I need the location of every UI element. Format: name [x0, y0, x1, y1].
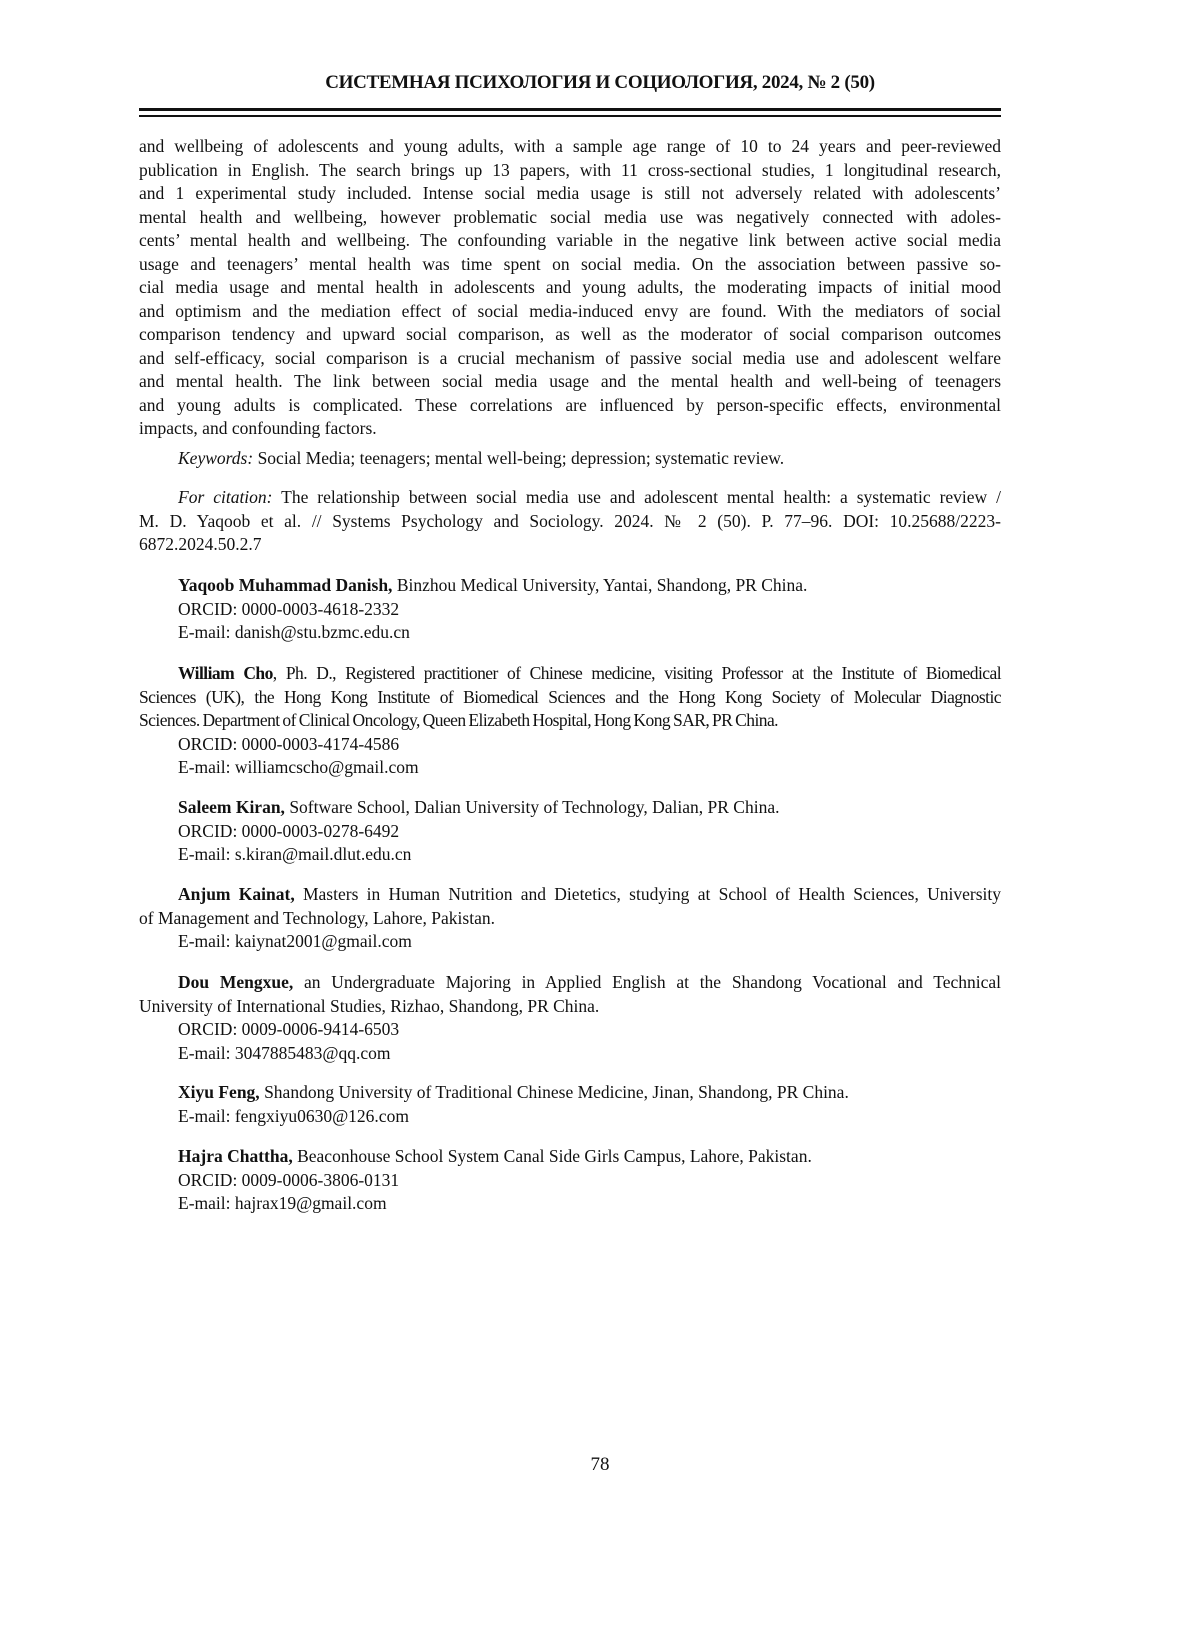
author-email: E-mail: danish@stu.bzmc.edu.cn	[139, 621, 1001, 645]
abstract-line: impacts, and confounding factors.	[139, 417, 1001, 441]
citation-label: For citation:	[178, 487, 273, 507]
author-name: Yaqoob Muhammad Danish,	[178, 575, 392, 595]
author-affiliation: Masters in Human Nutrition and Dietetics, studying at School of Health Sciences, University	[295, 884, 1001, 904]
author-info	[139, 971, 1001, 1065]
author-info	[139, 1081, 1001, 1128]
author-name: Saleem Kiran,	[178, 797, 285, 817]
abstract-line: cial media usage and mental health in adolescents and young adults, the moderating impacts of initial mood	[139, 276, 1001, 300]
author-affiliation: University of International Studies, Rizhao, Shandong, PR China.	[139, 996, 599, 1016]
author-orcid: ORCID: 0000-0003-4618-2332	[139, 598, 1001, 622]
author-info	[139, 574, 1001, 645]
header-rule-thin	[139, 115, 1001, 117]
author-name: William Cho	[178, 663, 273, 683]
page-number: 78	[0, 1454, 1200, 1476]
author-affiliation: , Ph. D., Registered practitioner of Chinese medicine, visiting Professor at the Institute of Biomedical	[273, 663, 1001, 683]
abstract-line: mental health and wellbeing, however problematic social media use was negatively connected with adoles-	[139, 206, 1001, 230]
author-name: Hajra Chattha,	[178, 1146, 293, 1166]
abstract-line: cents’ mental health and wellbeing. The confounding variable in the negative link between active social media	[139, 229, 1001, 253]
abstract-line: and optimism and the mediation effect of social media-induced envy are found. With the mediators of social	[139, 300, 1001, 324]
author-affiliation: Sciences. Department of Clinical Oncology, Queen Elizabeth Hospital, Hong Kong SAR, PR China.	[139, 710, 778, 730]
abstract-line: and 1 experimental study included. Intense social media usage is still not adversely related with adolescents’	[139, 182, 1001, 206]
author-name: Anjum Kainat,	[178, 884, 295, 904]
author-name: Dou Mengxue,	[178, 972, 293, 992]
author-orcid: ORCID: 0000-0003-0278-6492	[139, 820, 1001, 844]
citation-line: The relationship between social media use and adolescent mental health: a systematic review /	[273, 487, 1002, 507]
abstract-line: publication in English. The search brings up 13 papers, with 11 cross-sectional studies, 1 longitudinal research,	[139, 159, 1001, 183]
author-email: E-mail: fengxiyu0630@126.com	[139, 1105, 1001, 1129]
author-orcid: ORCID: 0009-0006-9414-6503	[139, 1018, 1001, 1042]
abstract-line: and young adults is complicated. These correlations are influenced by person-specific effects, environmental	[139, 394, 1001, 418]
keywords-text: Social Media; teenagers; mental well-being; depression; systematic review.	[253, 448, 784, 468]
running-header: СИСТЕМНАЯ ПСИХОЛОГИЯ И СОЦИОЛОГИЯ, 2024, № 2 (50)	[0, 72, 1200, 94]
author-info	[139, 796, 1001, 867]
author-orcid: ORCID: 0000-0003-4174-4586	[139, 733, 1001, 757]
author-info	[139, 1145, 1001, 1216]
author-email: E-mail: williamcscho@gmail.com	[139, 756, 1001, 780]
author-email: E-mail: kaiynat2001@gmail.com	[139, 930, 1001, 954]
author-orcid: ORCID: 0009-0006-3806-0131	[139, 1169, 1001, 1193]
author-affiliation: an Undergraduate Majoring in Applied English at the Shandong Vocational and Technical	[293, 972, 1001, 992]
abstract-line: and mental health. The link between social media usage and the mental health and well-being of teenagers	[139, 370, 1001, 394]
author-info	[139, 662, 1001, 780]
author-affiliation: Shandong University of Traditional Chinese Medicine, Jinan, Shandong, PR China.	[260, 1082, 849, 1102]
keywords	[139, 447, 1001, 471]
author-affiliation: Binzhou Medical University, Yantai, Shandong, PR China.	[392, 575, 807, 595]
abstract-line: and self-efficacy, social comparison is a crucial mechanism of passive social media use and adolescent welfare	[139, 347, 1001, 371]
abstract-line: usage and teenagers’ mental health was time spent on social media. On the association between passive so-	[139, 253, 1001, 277]
abstract-line: and wellbeing of adolescents and young adults, with a sample age range of 10 to 24 years and peer-reviewed	[139, 135, 1001, 159]
abstract	[139, 135, 1001, 441]
author-email: E-mail: s.kiran@mail.dlut.edu.cn	[139, 843, 1001, 867]
citation-line: M. D. Yaqoob et al. // Systems Psychology and Sociology. 2024. № 2 (50). P. 77–96. DOI: 10.25688/2223-	[139, 510, 1001, 534]
author-name: Xiyu Feng,	[178, 1082, 260, 1102]
citation	[139, 486, 1001, 557]
author-info	[139, 883, 1001, 954]
author-email: E-mail: 3047885483@qq.com	[139, 1042, 1001, 1066]
citation-line: 6872.2024.50.2.7	[139, 533, 1001, 557]
author-affiliation: of Management and Technology, Lahore, Pakistan.	[139, 908, 495, 928]
abstract-line: comparison tendency and upward social comparison, as well as the moderator of social comparison outcomes	[139, 323, 1001, 347]
header-rule-thick	[139, 108, 1001, 111]
author-affiliation: Sciences (UK), the Hong Kong Institute of Biomedical Sciences and the Hong Kong Society of Molecular Diagnostic	[139, 687, 1001, 707]
author-affiliation: Software School, Dalian University of Technology, Dalian, PR China.	[285, 797, 780, 817]
author-email: E-mail: hajrax19@gmail.com	[139, 1192, 1001, 1216]
author-affiliation: Beaconhouse School System Canal Side Girls Campus, Lahore, Pakistan.	[293, 1146, 812, 1166]
keywords-label: Keywords:	[178, 448, 253, 468]
